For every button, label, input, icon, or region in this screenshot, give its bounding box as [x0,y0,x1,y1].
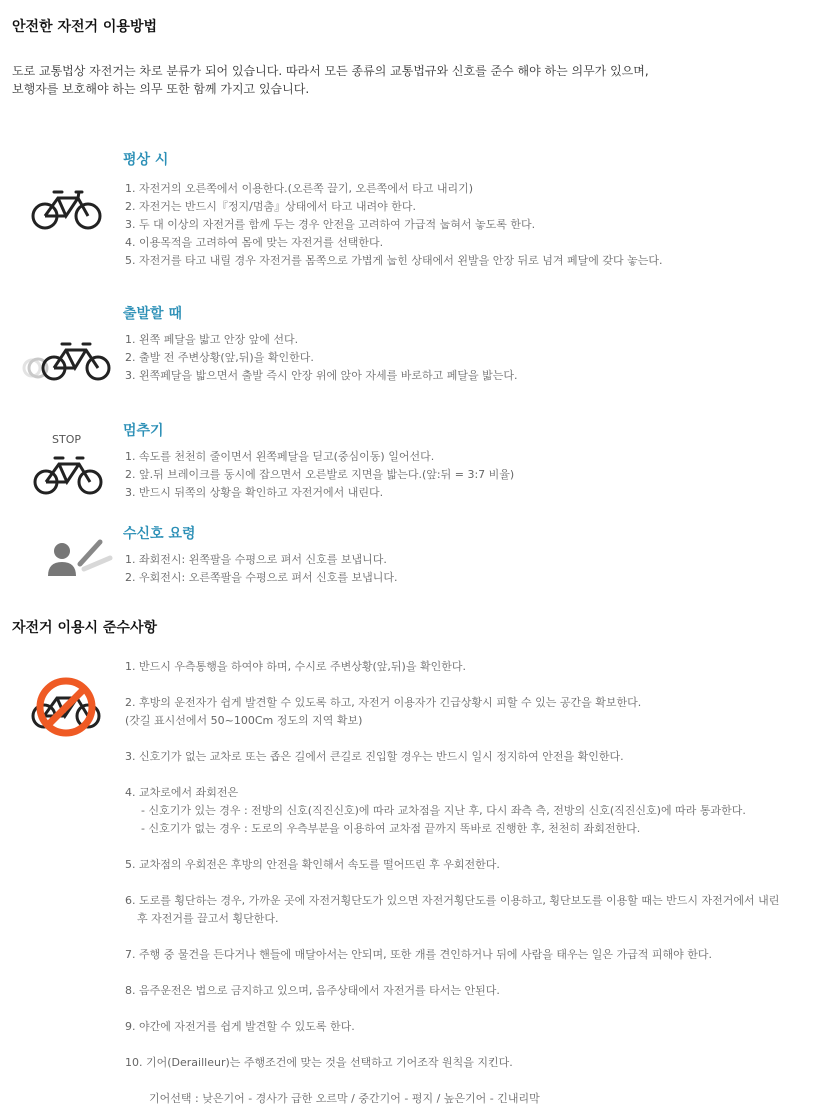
rules-list [125,658,815,1108]
moving-bicycle-icon [20,340,114,384]
rule-text: 2. 후방의 운전자가 쉽게 발견할 수 있도록 하고, 자전거 이용자가 긴급상황시 피할 수 있는 공간을 확보한다. [125,696,642,709]
no-bicycle-icon [30,676,104,738]
rule-item [125,694,815,730]
rule-text: 4. 교차로에서 좌회전은 [125,786,239,799]
list-item: 2. 출발 전 주변상황(앞,뒤)을 확인한다. [125,351,314,364]
bicycle-icon [30,188,104,232]
rule-item [125,1054,815,1072]
gear-note: 기어선택 : 낮은기어 - 경사가 급한 오르막 / 중간기어 - 평지 / 높은기어 - 긴내리막 [149,1092,540,1105]
section-title-stop: 멈추기 [123,423,164,439]
section-list-stop [125,448,514,502]
section-list-normal [125,180,662,270]
rule-text: 7. 주행 중 물건을 든다거나 핸들에 매달아서는 안되며, 또한 개를 견인하거나 뒤에 사람을 태우는 일은 가급적 피해야 한다. [125,948,712,961]
intro-text [12,62,649,98]
rule-item [125,1018,815,1036]
list-item: 4. 이용목적을 고려하여 몸에 맞는 자전거를 선택한다. [125,236,384,249]
rule-item [125,892,815,928]
rule-sub-item: - 신호기가 있는 경우 : 전방의 신호(직진신호)에 따라 교차점을 지난 후, 다시 좌측 측, 전방의 신호(직진신호)에 따라 통과한다. [141,804,746,817]
rule-item [125,982,815,1000]
list-item: 2. 자전거는 반드시『정지/멈춤』상태에서 타고 내려야 한다. [125,200,416,213]
rule-item [125,748,815,766]
rule-item [125,658,815,676]
list-item: 1. 왼쪽 페달을 밟고 안장 앞에 선다. [125,333,299,346]
rule-note: (갓길 표시선에서 50~100Cm 정도의 지역 확보) [125,714,363,727]
intro-line: 보행자를 보호해야 하는 의무 또한 함께 가지고 있습니다. [12,82,310,96]
section-title-start: 출발할 때 [123,306,182,322]
hand-signal-icon [46,536,116,578]
rule-continuation: 후 자전거를 끌고서 횡단한다. [137,912,279,925]
rule-text: 10. 기어(Derailleur)는 주행조건에 맞는 것을 선택하고 기어조작 원칙을 지킨다. [125,1056,513,1069]
page-title: 안전한 자전거 이용방법 [12,19,157,35]
section-title-hand-signal: 수신호 요령 [123,526,196,542]
list-item: 1. 좌회전시: 왼쪽팔을 수평으로 펴서 신호를 보냅니다. [125,553,387,566]
list-item: 3. 반드시 뒤쪽의 상황을 확인하고 자전거에서 내린다. [125,486,384,499]
list-item: 3. 두 대 이상의 자전거를 함께 두는 경우 안전을 고려하여 가급적 눕혀서 놓도록 한다. [125,218,536,231]
rule-text: 8. 음주운전은 법으로 금지하고 있으며, 음주상태에서 자전거를 타서는 안된다. [125,984,500,997]
list-item: 1. 자전거의 오른쪽에서 이용한다.(오른쪽 끌기, 오른쪽에서 타고 내리기) [125,182,474,195]
rule-text: 6. 도로를 횡단하는 경우, 가까운 곳에 자전거횡단도가 있으면 자전거횡단도를 이용하고, 횡단보도를 이용할 때는 반드시 자전거에서 내린 [125,894,780,907]
section-title-normal: 평상 시 [123,152,169,168]
rule-item [125,946,815,964]
section-list-start [125,331,517,385]
rule-text: 9. 야간에 자전거를 쉽게 발견할 수 있도록 한다. [125,1020,355,1033]
list-item: 5. 자전거를 타고 내릴 경우 자전거를 몸쪽으로 가볍게 눕힌 상태에서 왼발을 안장 뒤로 넘겨 페달에 갖다 놓는다. [125,254,663,267]
list-item: 1. 속도를 천천히 줄이면서 왼쪽페달을 딛고(중심이동) 일어선다. [125,450,435,463]
list-item: 3. 왼쪽페달을 밟으면서 출발 즉시 안장 위에 앉아 자세를 바로하고 페달을 밟는다. [125,369,518,382]
rule-item [125,784,815,838]
rule-text: 1. 반드시 우측통행을 하여야 하며, 수시로 주변상황(앞,뒤)을 확인한다. [125,660,466,673]
section-list-hand-signal [125,551,397,587]
intro-line: 도로 교통법상 자전거는 차로 분류가 되어 있습니다. 따라서 모든 종류의 교통법규와 신호를 준수 해야 하는 의무가 있으며, [12,64,649,78]
stop-bicycle-icon [32,454,106,496]
rule-text: 5. 교차점의 우회전은 후방의 안전을 확인해서 속도를 떨어뜨린 후 우회전한다. [125,858,500,871]
list-item: 2. 앞.뒤 브레이크를 동시에 잡으면서 오른발로 지면을 밟는다.(앞:뒤 = 3:7 비율) [125,468,515,481]
list-item: 2. 우회전시: 오른쪽팔을 수평으로 펴서 신호를 보냅니다. [125,571,398,584]
rule-text: 3. 신호기가 없는 교차로 또는 좁은 길에서 큰길로 진입할 경우는 반드시 일시 정지하여 안전을 확인한다. [125,750,624,763]
rules-title: 자전거 이용시 준수사항 [12,620,157,636]
stop-label: STOP [52,433,81,446]
rule-sub-item: - 신호기가 없는 경우 : 도로의 우측부분을 이용하여 교차점 끝까지 똑바로 진행한 후, 천천히 좌회전한다. [141,822,641,835]
rule-item [125,856,815,874]
